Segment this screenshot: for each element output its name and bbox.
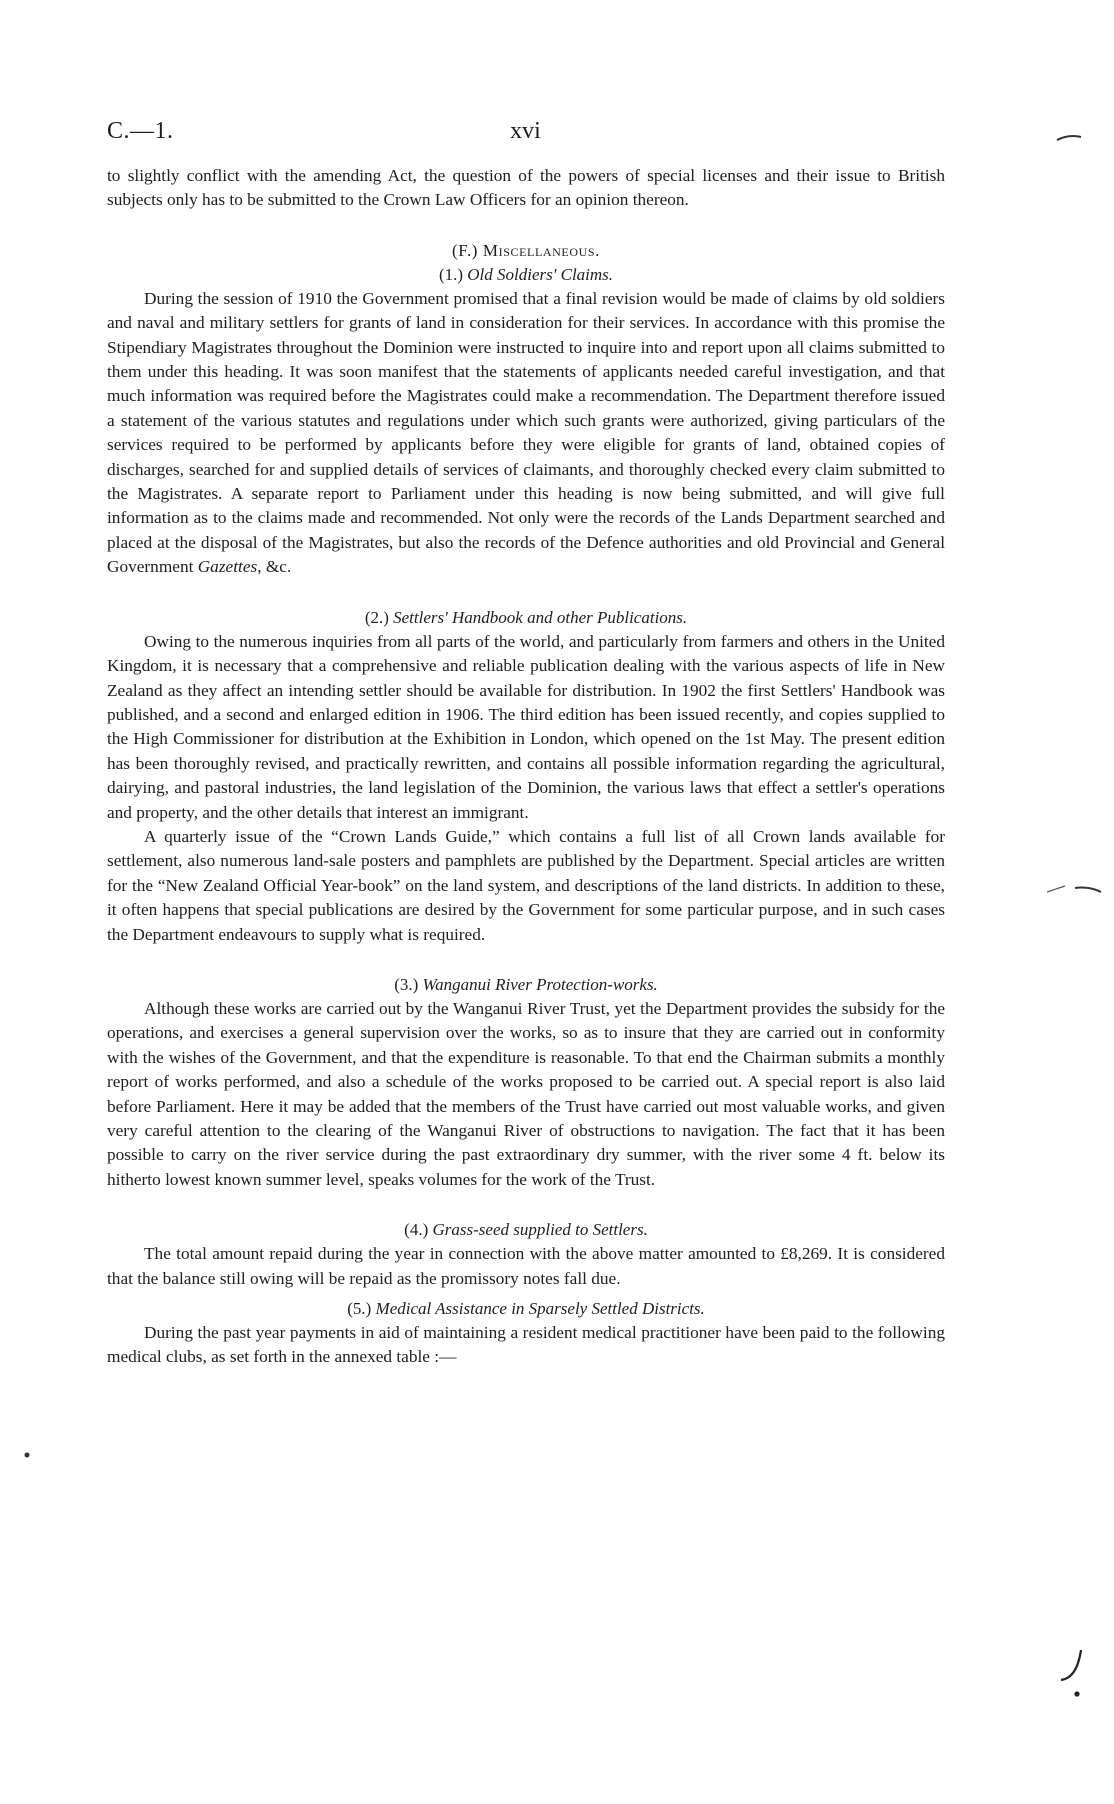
section-4-number: (4.) [404, 1220, 433, 1240]
section-5-paragraph: During the past year payments in aid of maintaining a resident medical practitioner have been paid to the following medical clubs, as set forth in the annexed table :— [107, 1323, 945, 1367]
document-body [107, 164, 945, 1370]
section-2-paragraph-2: A quarterly issue of the “Crown Lands Guide,” which contains a full list of all Crown lands available for settlement, also numerous land-sale posters and pamphlets are published by the Department. Special articles are written for the “New Zealand Official Year-book” on the land system, and descriptions of the land districts. In addition to these, it often happens that special publications are desired by the Government for some particular purpose, and in such cases the Department endeavours to supply what is required. [107, 826, 945, 944]
margin-squiggle-mark [1045, 880, 1105, 900]
section-1-number: (1.) [438, 264, 468, 284]
section-1-heading [107, 263, 945, 287]
section-3-number: (3.) [394, 974, 423, 994]
section-1-paragraph: During the session of 1910 the Government promised that a final revision would be made of claims by old soldiers and naval and military settlers for grants of land in consideration for their services. In accordance with this promise the Stipendiary Magistrates throughout the Dominion were instructed to inquire into and report upon all claims submitted to them under this heading. It was soon manifest that the statements of applicants needed careful investigation, and that much information was required before the Magistrates could make a recommendation. The Department therefore issued a statement of the various statutes and regulations under which such grants were authorized, giving particulars of the services required to be performed by applicants before they were eligible for grants of land, obtained copies of discharges, searched for and supplied details of services of claimants, and thoroughly checked every claim submitted to the Magistrates. A separate report to Parliament under this heading is now being submitted, and will give full information as to the claims made and recommended. Not only were the records of the Lands Department searched and placed at the disposal of the Magistrates, but also the records of the Defence authorities and old Provincial and General Government Gazettes, &c. [107, 288, 945, 577]
section-2-title: Settlers' Handbook and other Publications. [393, 607, 688, 627]
section-5-heading [107, 1297, 945, 1321]
section-5-title: Medical Assistance in Sparsely Settled Districts. [375, 1299, 705, 1319]
section-4-title: Grass-seed supplied to Settlers. [432, 1220, 648, 1240]
margin-dot-mark [22, 1450, 32, 1460]
section-1-title: Old Soldiers' Claims. [467, 264, 614, 284]
margin-tick-mark [1055, 1640, 1091, 1700]
document-reference: C.—1. [107, 118, 174, 144]
section-f-heading: (F.) Miscellaneous. [451, 240, 600, 260]
section-2-paragraph-1: Owing to the numerous inquiries from all parts of the world, and particularly from farmers and others in the United Kingdom, it is necessary that a comprehensive and reliable publication dealing with the various aspects of life in New Zealand as they affect an intending settler should be available for distribution. In 1902 the first Settlers' Handbook was published, and a second and enlarged edition in 1906. The third edition has been issued recently, and copies supplied to the High Commissioner for distribution at the Exhibition in London, which opened on the 1st May. The present edition has been thoroughly revised, and practically rewritten, and contains all possible information regarding the agricultural, dairying, and pastoral industries, the land legislation of the Dominion, the various laws that effect a settler's operations and property, and the other details that interest an immigrant. [107, 631, 945, 822]
section-2-number: (2.) [364, 607, 394, 627]
section-4-heading [107, 1218, 945, 1242]
page-header [107, 118, 944, 154]
page-number: xvi [510, 118, 541, 144]
section-4-paragraph: The total amount repaid during the year in connection with the above matter amounted to £8,269. It is considered that the balance still owing will be repaid as the promissory notes fall due. [107, 1244, 945, 1288]
section-2-heading [107, 606, 945, 630]
section-5-number: (5.) [347, 1299, 376, 1319]
section-3-title: Wanganui River Protection-works. [422, 974, 658, 994]
margin-dash-mark [1055, 130, 1085, 146]
section-3-paragraph: Although these works are carried out by the Wanganui River Trust, yet the Department provides the subsidy for the operations, and exercises a general supervision over the works, so as to insure that they are carried out in conformity with the wishes of the Government, and that the expenditure is reasonable. To that end the Chairman submits a monthly report of works performed, and also a schedule of the works proposed to be carried out. A special report is also laid before Parliament. Here it may be added that the members of the Trust have carried out most valuable works, and given very careful attention to the clearing of the Wanganui River of obstructions to navigation. The fact that it has been possible to carry on the river service during the past extraordinary dry summer, with the river some 4 ft. below its hitherto lowest known summer level, speaks volumes for the work of the Trust. [107, 998, 945, 1189]
section-3-heading [107, 973, 945, 997]
intro-paragraph: to slightly conflict with the amending Act, the question of the powers of special licenses and their issue to British subjects only has to be submitted to the Crown Law Officers for an opinion thereon. [107, 166, 945, 210]
